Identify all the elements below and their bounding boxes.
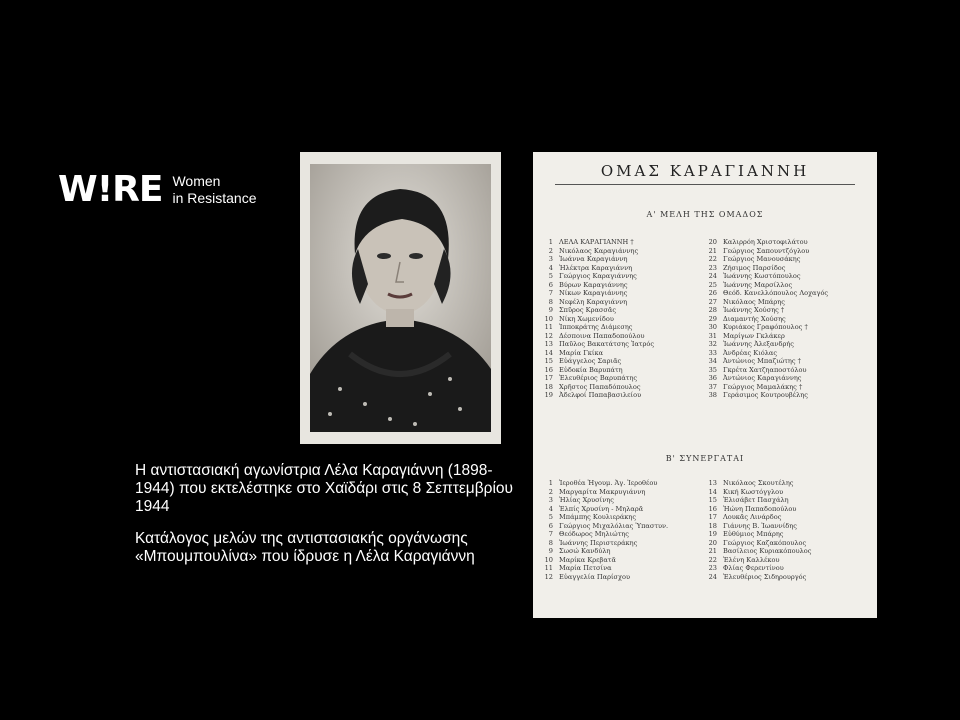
list-item-number: 3 [548,496,553,504]
list-item-name: Μαρίκα Κρεβατᾶ [559,555,616,564]
list-item [701,315,828,324]
list-item [537,281,654,290]
list-item [701,479,811,488]
caption-list: Κατάλογος μελών της αντιστασιακής οργάνωσης «Μπουμπουλίνα» που ίδρυσε η Λέλα Καραγιάννη [135,530,475,565]
list-item [701,505,811,514]
list-item-number: 35 [708,365,717,374]
list-item-number: 6 [548,280,553,289]
list-item-name: Νικόλαος Σκουτέλης [723,479,794,487]
list-item-number: 2 [548,487,553,496]
list-item-number: 24 [708,272,717,280]
list-item [537,264,654,273]
list-item [701,488,811,497]
list-item [537,496,668,505]
list-item-number: 28 [708,306,717,314]
list-item [537,547,668,556]
list-item-number: 8 [548,297,553,306]
list-item-name: Ἰωάννης Ἀλεξανδρής [723,340,794,348]
portrait-image [310,164,491,432]
list-item [701,332,828,341]
list-item-number: 24 [708,572,717,581]
list-item-number: 1 [548,238,553,246]
list-item-name: Νικόλαος Μπάρης [723,297,785,306]
list-item [537,513,668,522]
list-item [701,281,828,290]
list-item [537,298,654,307]
list-item [701,564,811,573]
list-item-number: 21 [708,246,717,255]
list-item-number: 7 [548,530,553,538]
list-item-number: 18 [708,521,717,530]
list-item [701,573,811,582]
list-item-number: 3 [548,255,553,263]
list-item-number: 12 [544,331,553,340]
list-item [701,530,811,539]
list-item-number: 27 [708,297,717,306]
list-item-name: Γεράσιμος Κουτρουβέλης [723,391,808,399]
list-item-name: Ζήσιμος Παρσίδος [723,263,786,272]
list-item [537,556,668,565]
list-item [701,513,811,522]
list-item-name: Μπάμπης Κουλιεράκης [559,513,637,521]
list-item [701,264,828,273]
wire-logo [58,170,257,210]
list-item-name: Ἐλπίς Χρυσίνη - Μηλαρᾶ [559,504,644,513]
list-item [701,366,828,375]
list-item-name: Διαμαντής Χούσης [723,314,786,323]
list-item [701,238,828,247]
list-item-number: 10 [544,555,553,564]
list-item [701,272,828,281]
list-item-number: 23 [708,263,717,272]
list-item-name: Σωσώ Κανδύλη [559,547,611,555]
list-item-number: 26 [708,289,717,297]
list-item-number: 2 [548,246,553,255]
list-item-number: 36 [708,374,717,382]
list-item-number: 37 [708,382,717,391]
list-item [537,332,654,341]
list-item-number: 25 [708,280,717,289]
list-item-name: Ἠλίας Χρυσίνης [559,496,614,504]
list-item-name: Ἀνδρέας Κιόλας [723,348,778,357]
list-item-number: 4 [548,504,553,513]
caption [135,462,515,580]
caption-portrait: Η αντιστασιακή αγωνίστρια Λέλα Καραγιάννη (1898-1944) που εκτελέστηκε στο Χαϊδάρι στις 8 Σεπτεμβρίου 1944 [135,462,514,515]
list-item [701,247,828,256]
list-item-name: Χρῆστος Παπαδόπουλος [559,382,641,391]
members-right-column [701,238,828,400]
list-item-number: 8 [548,538,553,547]
list-item-number: 13 [544,340,553,348]
list-item [537,349,654,358]
title-rule [555,184,855,185]
list-item-name: Βασίλειος Κυριακόπουλος [723,547,812,555]
list-item-name: Κική Κωστόγγλου [723,487,784,496]
list-item-name: Γεώργιος Σαπουντζόγλου [723,246,810,255]
list-item-name: Ἐλευθέριος Βαρυπάτης [559,374,638,382]
section-members-heading: Α' ΜΕΛΗ ΤΗΣ ΟΜΑΔΟΣ [646,210,764,219]
list-item-name: ΛΕΛΑ ΚΑΡΑΓΙΑΝΝΗ † [559,238,634,246]
list-item-name: Γιάννης Β. Ἰωαννίδης [723,521,797,530]
list-item-name: Ἰωάννης Χούσης † [723,306,785,314]
list-item [701,522,811,531]
list-item-number: 15 [708,496,717,504]
list-item-number: 6 [548,521,553,530]
list-item-name: Ἠώνη Παπαδοπούλου [723,504,797,513]
list-item-number: 19 [544,391,553,399]
list-item-number: 11 [544,323,553,331]
list-item [701,349,828,358]
list-item-name: Φλίας Φερεντίνου [723,564,784,572]
list-item-name: Παῦλος Βακατάτσης Ἰατρός [559,340,655,348]
members-left-column [537,238,654,400]
list-item-name: Γεώργιος Καζακόπουλος [723,538,807,547]
list-item-name: Ἀδελφοί Παπαβασιλείου [559,391,642,399]
list-item-name: Ἐλένη Καλλέκου [723,555,780,564]
list-item [537,391,654,400]
tagline-line-2: in Resistance [172,190,257,206]
list-item [701,496,811,505]
list-item-name: Ἠλέκτρα Καραγιάννη [559,263,633,272]
list-item-number: 23 [708,564,717,572]
list-item [537,323,654,332]
list-item [537,383,654,392]
list-item-name: Εὐαγγελία Παρίσχου [559,572,631,581]
list-item [537,306,654,315]
list-item [701,340,828,349]
list-item-name: Θεόδ. Κανελλόπουλος Λοχαγός [723,289,829,297]
list-item-number: 22 [708,555,717,564]
list-item [701,306,828,315]
portrait-photo [300,152,501,444]
list-item-number: 16 [708,504,717,513]
list-item-number: 13 [708,479,717,487]
list-item [537,564,668,573]
list-item-name: Σπῦρος Κρασσᾶς [559,306,617,314]
list-item [537,238,654,247]
logo-mark: W!RE [58,169,163,210]
list-item-name: Μαρία Πετσίνα [559,564,612,572]
list-item-number: 18 [544,382,553,391]
list-item-name: Ἐλευθέριος Σιδηρουργός [723,572,807,581]
list-item-name: Θεόδωρος Μηλιώτης [559,530,629,538]
list-item-number: 11 [544,564,553,572]
list-item [701,289,828,298]
list-item [537,247,654,256]
list-item [537,289,654,298]
list-item-name: Ἰωάννα Καραγιάννη [559,255,628,263]
collaborators-right-column [701,479,811,581]
list-item [701,298,828,307]
list-item-number: 21 [708,547,717,555]
list-item-number: 5 [548,513,553,521]
list-item-number: 9 [548,306,553,314]
list-item-number: 4 [548,263,553,272]
list-item-number: 7 [548,289,553,297]
list-item [537,488,668,497]
list-item [701,556,811,565]
list-item-name: Καλιρρόη Χριστοφιλάτου [723,238,808,246]
list-item-name: Νικόλαος Καραγιάννης [559,246,639,255]
list-item-number: 32 [708,340,717,348]
list-item [537,539,668,548]
list-item [701,539,811,548]
list-item-name: Ἰωάννης Μαρσίλλος [723,280,793,289]
list-item-name: Ἐλισάβετ Πασχάλη [723,496,789,504]
list-item [701,255,828,264]
list-item-name: Γεώργιος Μαμαλάκης † [723,382,803,391]
list-item-name: Λουκᾶς Λινάρδος [723,513,782,521]
list-item-number: 29 [708,314,717,323]
list-item-name: Κυριάκος Γραφόπουλος † [723,323,808,331]
list-item-number: 22 [708,255,717,263]
list-item-number: 12 [544,572,553,581]
list-item [701,383,828,392]
list-item-number: 33 [708,348,717,357]
list-item-name: Ἰωάννης Κωστόπουλος [723,272,801,280]
list-item-number: 17 [544,374,553,382]
list-item [537,272,654,281]
list-item-number: 5 [548,272,553,280]
list-item-name: Εὐθύμιος Μπάρης [723,530,784,538]
list-item-name: Νίκων Καραγιάννης [559,289,628,297]
list-item-name: Γεώργιος Μανουσάκης [723,255,801,263]
list-item-name: Γεώργιος Μιχαλόλιας Ὑπαστυν. [559,521,669,530]
list-item [701,357,828,366]
list-item [537,255,654,264]
list-item-name: Ἰωάννης Περιστεράκης [559,538,638,547]
list-item [701,323,828,332]
list-item-number: 17 [708,513,717,521]
list-item-number: 20 [708,238,717,246]
list-item-name: Γεώργιος Καραγιάννης [559,272,637,280]
list-item-name: Εὐδοκία Βαρυπάτη [559,365,623,374]
logo-tagline [172,173,256,207]
list-item [537,315,654,324]
list-item [537,366,654,375]
list-item [701,391,828,400]
list-item-name: Γκρέτα Χατζηαποστόλου [723,365,807,374]
list-item-number: 10 [544,314,553,323]
collaborators-left-column [537,479,668,581]
list-item-name: Ἱπποκράτης Διάμεσης [559,323,633,331]
list-item [537,522,668,531]
list-item-name: Μαρίγων Γκλάκερ [723,331,785,340]
list-item [701,374,828,383]
list-item-number: 15 [544,357,553,365]
list-item-name: Νίκη Χωμενίδου [559,314,614,323]
list-item-number: 38 [708,391,717,399]
tagline-line-1: Women [172,173,221,189]
list-item-number: 14 [544,348,553,357]
list-item [537,374,654,383]
list-item-number: 19 [708,530,717,538]
list-item-number: 31 [708,331,717,340]
list-item [537,530,668,539]
list-item-name: Βύρων Καραγιάννης [559,280,628,289]
list-item [537,573,668,582]
list-item-name: Ἀντώνιος Μπαζιώτης † [723,357,801,365]
list-item-number: 30 [708,323,717,331]
list-item [537,357,654,366]
list-item-name: Μαργαρίτα Μακρυγιάννη [559,487,646,496]
list-item [701,547,811,556]
list-item-number: 20 [708,538,717,547]
list-item [537,340,654,349]
list-item-number: 34 [708,357,717,365]
woman-portrait-illustration [310,164,491,432]
list-item-name: Δέσποινα Παπαδοπούλου [559,331,645,340]
list-item [537,479,668,488]
list-item-number: 1 [548,479,553,487]
list-item [537,505,668,514]
member-list-document [533,152,877,618]
list-item-name: Μαρία Γκίκα [559,348,604,357]
list-item-number: 16 [544,365,553,374]
list-item-name: Ἀντώνιος Καραγιάννης [723,374,802,382]
document-title: ΟΜΑΣ ΚΑΡΑΓΙΑΝΝΗ [600,162,810,180]
list-item-number: 9 [548,547,553,555]
list-item-name: Εὐάγγελος Σαριᾶς [559,357,622,365]
list-item-name: Ἱεροθέα Ἡγουμ. Ἀγ. Ἱεροθέου [559,479,658,487]
section-collaborators-heading: Β' ΣΥΝΕΡΓΑΤΑΙ [665,454,745,463]
list-item-name: Νεφέλη Καραγιάννη [559,297,628,306]
list-item-number: 14 [708,487,717,496]
